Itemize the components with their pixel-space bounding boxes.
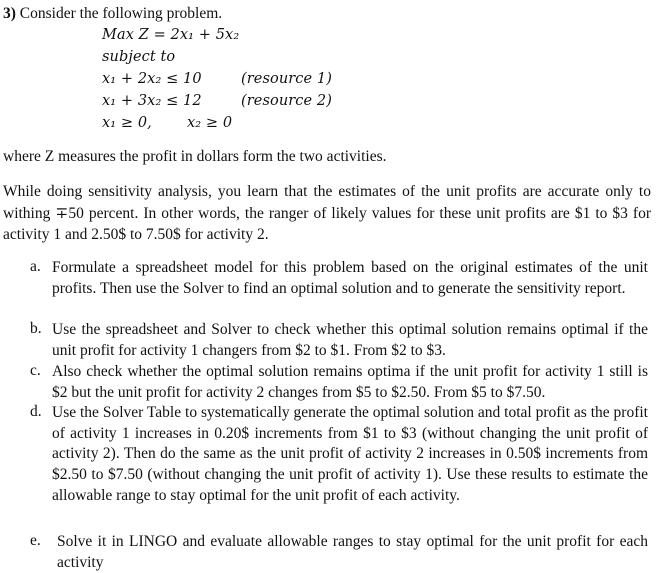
part-e-label: e. <box>30 532 41 549</box>
nonneg-x1: x₁ ≥ 0, <box>102 115 152 131</box>
part-c-label: c. <box>30 362 41 379</box>
problem-heading <box>3 5 222 23</box>
part-a-text: Formulate a spreadsheet model for this problem based on the original estimates of the unit profits. Then use the Solver to find an optimal solution and to generate the sensitivity report. <box>52 259 648 297</box>
sensitivity-paragraph: While doing sensitivity analysis, you learn that the estimates of the unit profits are accurate only to withing ∓50 percent. In other words, the ranger of likely values for these unit profits are $1 to $3 for activity 1 and 2.50$ to 7.50$ for activity 2. <box>3 183 651 244</box>
where-sentence: where Z measures the profit in dollars form the two activities. <box>3 148 387 165</box>
problem-number: 3) <box>3 5 16 22</box>
part-d-text: Use the Solver Table to systematically generate the optimal solution and total profit as the profit of activity 1 increases in 0.20$ increments from $1 to $3 (without changing the unit profit of activity 2). Then do the same as the unit profit of activity 2 increases in 0.50$ increments from $2.50 to $7.50 (without changing the unit profit of activity 1). Use these results to estimate the allowable range to stay optimal for the unit profit of each activity. <box>52 404 648 504</box>
part-a-label: a. <box>30 258 41 275</box>
subject-to-label: subject to <box>102 49 176 65</box>
constraint-2-expr: x₁ + 3x₂ ≤ 12 <box>102 93 202 109</box>
constraint-1 <box>102 71 332 87</box>
constraint-1-note: (resource 1) <box>240 71 332 87</box>
objective-function: Max Z = 2x₁ + 5x₂ <box>102 27 240 43</box>
part-e-text: Solve it in LINGO and evaluate allowable ranges to stay optimal for the unit profit for each activity <box>57 533 648 571</box>
part-d-label: d. <box>30 403 42 420</box>
part-b-label: b. <box>30 320 42 337</box>
problem-intro: Consider the following problem. <box>19 5 223 22</box>
nonneg-x2: x₂ ≥ 0 <box>187 115 233 131</box>
constraint-2-note: (resource 2) <box>240 93 332 109</box>
nonnegativity <box>102 115 252 131</box>
part-c-text: Also check whether the optimal solution remains optima if the unit profit for activity 1 still is $2 but the unit profit for activity 2 changes from $5 to $2.50. From $5 to $7.50. <box>52 363 648 401</box>
constraint-1-expr: x₁ + 2x₂ ≤ 10 <box>102 71 202 87</box>
objective-label: Max Z <box>102 27 149 43</box>
objective-rhs: 2x₁ + 5x₂ <box>170 27 240 43</box>
constraint-2 <box>102 93 332 109</box>
part-b-text: Use the spreadsheet and Solver to check whether this optimal solution remains optimal if the unit profit for activity 1 changers from $2 to $1. From $2 to $3. <box>52 321 648 359</box>
